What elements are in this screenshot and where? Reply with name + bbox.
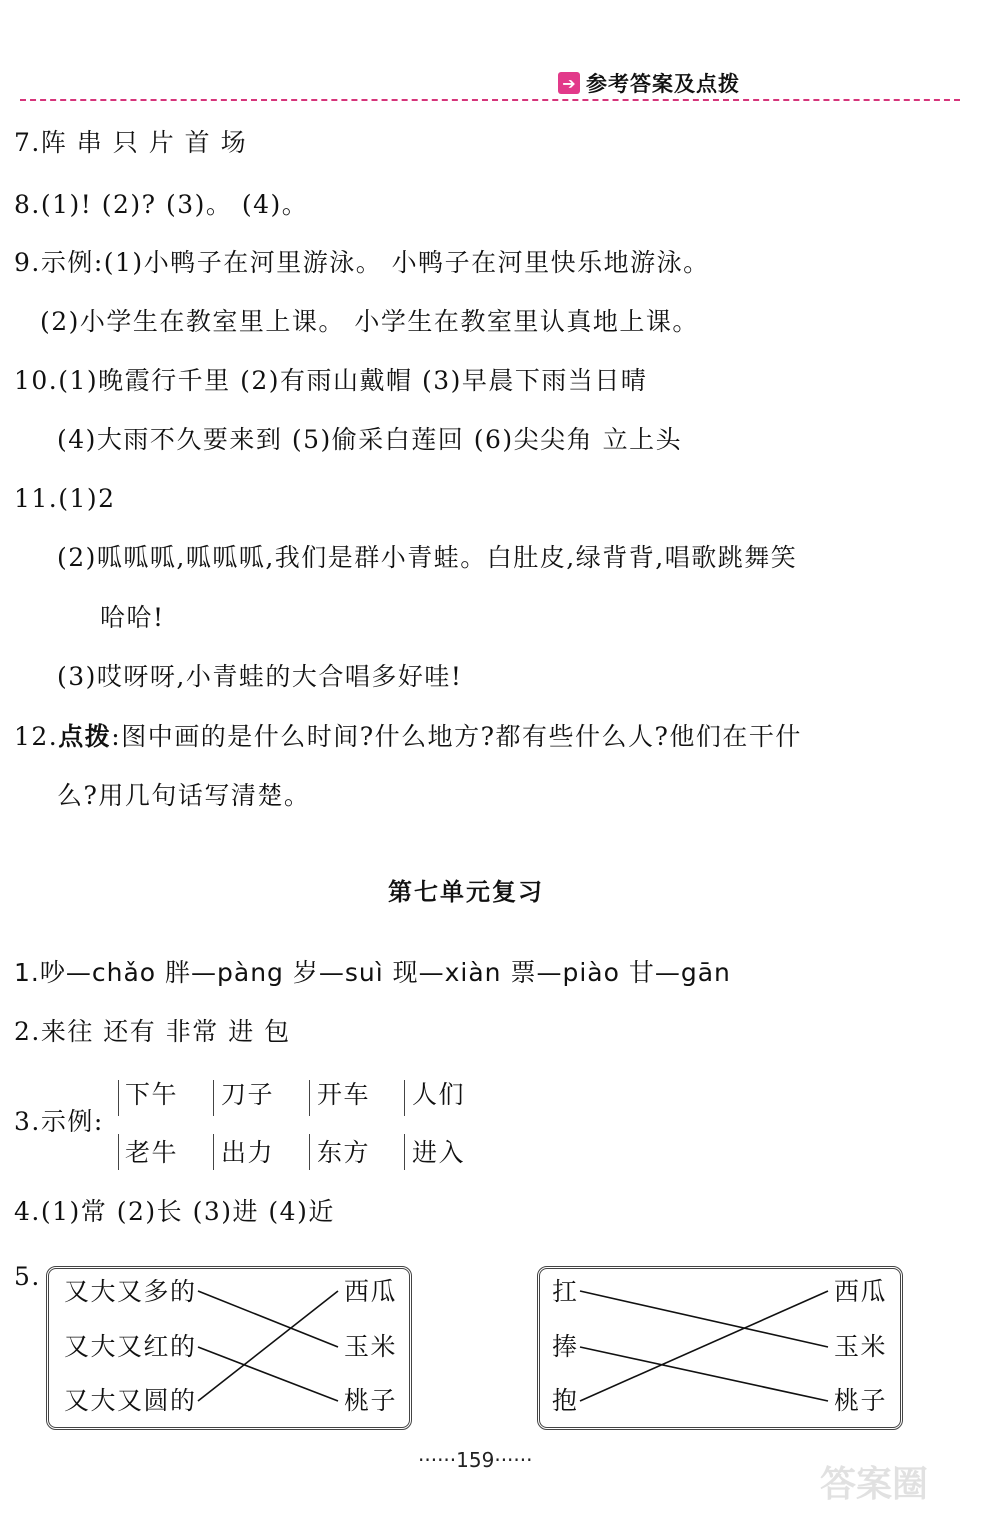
answer-9-line1: 9.示例:(1)小鸭子在河里游泳。 小鸭子在河里快乐地游泳。 [14, 248, 710, 277]
review-5-label: 5. [14, 1262, 41, 1291]
match-right-target-3: 桃子 [834, 1386, 888, 1415]
answer-11-line1: 11.(1)2 [14, 484, 116, 513]
word-top-3: 开车 [317, 1080, 371, 1109]
page-dots-left: ······ [418, 1448, 457, 1472]
match-right-item-3: 抱 [552, 1386, 579, 1415]
review-4: 4.(1)常 (2)长 (3)进 (4)近 [14, 1197, 335, 1226]
section-title: 第七单元复习 [388, 878, 544, 906]
match-line-left-1 [198, 1291, 338, 1347]
answer-10-line2: (4)大雨不久要来到 (5)偷采白莲回 (6)尖尖角 立上头 [57, 425, 683, 454]
right-arrow-icon: ➔ [558, 72, 580, 94]
hint-label: 点拨 [58, 722, 112, 751]
match-right-item-1: 扛 [552, 1277, 579, 1306]
match-line-left-2 [198, 1347, 338, 1401]
match-left-target-1: 西瓜 [344, 1277, 398, 1306]
page-dots-right: ······ [494, 1448, 533, 1472]
word-bottom-3: 东方 [317, 1138, 371, 1167]
answer-11-line2: (2)呱呱呱,呱呱呱,我们是群小青蛙。白肚皮,绿背背,唱歌跳舞笑 [57, 543, 798, 572]
word-top-1: 下午 [125, 1080, 179, 1109]
match-left-item-3: 又大又圆的 [64, 1386, 197, 1415]
review-1: 1.吵—chǎo 胖—pàng 岁—suì 现—xiàn 票—piào 甘—gān [14, 958, 731, 987]
word-bottom-4: 进入 [412, 1138, 466, 1167]
match-left-item-1: 又大又多的 [64, 1277, 197, 1306]
match-left-item-2: 又大又红的 [64, 1332, 197, 1361]
word-top-2: 刀子 [221, 1080, 275, 1109]
answer-12-line2: 么?用几句话写清楚。 [57, 781, 311, 810]
answer-12-number: 12. [14, 722, 59, 751]
word-bottom-1: 老牛 [125, 1138, 179, 1167]
answer-9-line2: (2)小学生在教室里上课。 小学生在教室里认真地上课。 [40, 307, 699, 336]
page-number-value: 159 [456, 1448, 495, 1472]
match-line-left-3 [198, 1291, 338, 1401]
answer-10-line1: 10.(1)晚霞行千里 (2)有雨山戴帽 (3)早晨下雨当日晴 [14, 366, 648, 395]
page-number [418, 1448, 533, 1472]
watermark-logo: 答案圈 [820, 1464, 929, 1505]
answer-8: 8.(1)! (2)? (3)。 (4)。 [14, 190, 309, 219]
answer-11-line4: (3)哎呀呀,小青蛙的大合唱多好哇! [57, 662, 463, 691]
match-right-target-1: 西瓜 [834, 1277, 888, 1306]
word-top-4: 人们 [412, 1080, 466, 1109]
review-2: 2.来往 还有 非常 进 包 [14, 1017, 291, 1046]
match-left-target-3: 桃子 [344, 1386, 398, 1415]
answer-7: 7.阵 串 只 片 首 场 [14, 128, 248, 157]
match-right-target-2: 玉米 [834, 1332, 888, 1361]
answer-11-line3: 哈哈! [100, 603, 165, 632]
review-3-label: 3.示例: [14, 1107, 104, 1136]
match-left-target-2: 玉米 [344, 1332, 398, 1361]
word-bottom-2: 出力 [221, 1138, 275, 1167]
match-right-item-2: 捧 [552, 1332, 579, 1361]
header-title: 参考答案及点拨 [586, 72, 740, 96]
answer-12-text: :图中画的是什么时间?什么地方?都有些什么人?他们在干什 [111, 722, 802, 751]
